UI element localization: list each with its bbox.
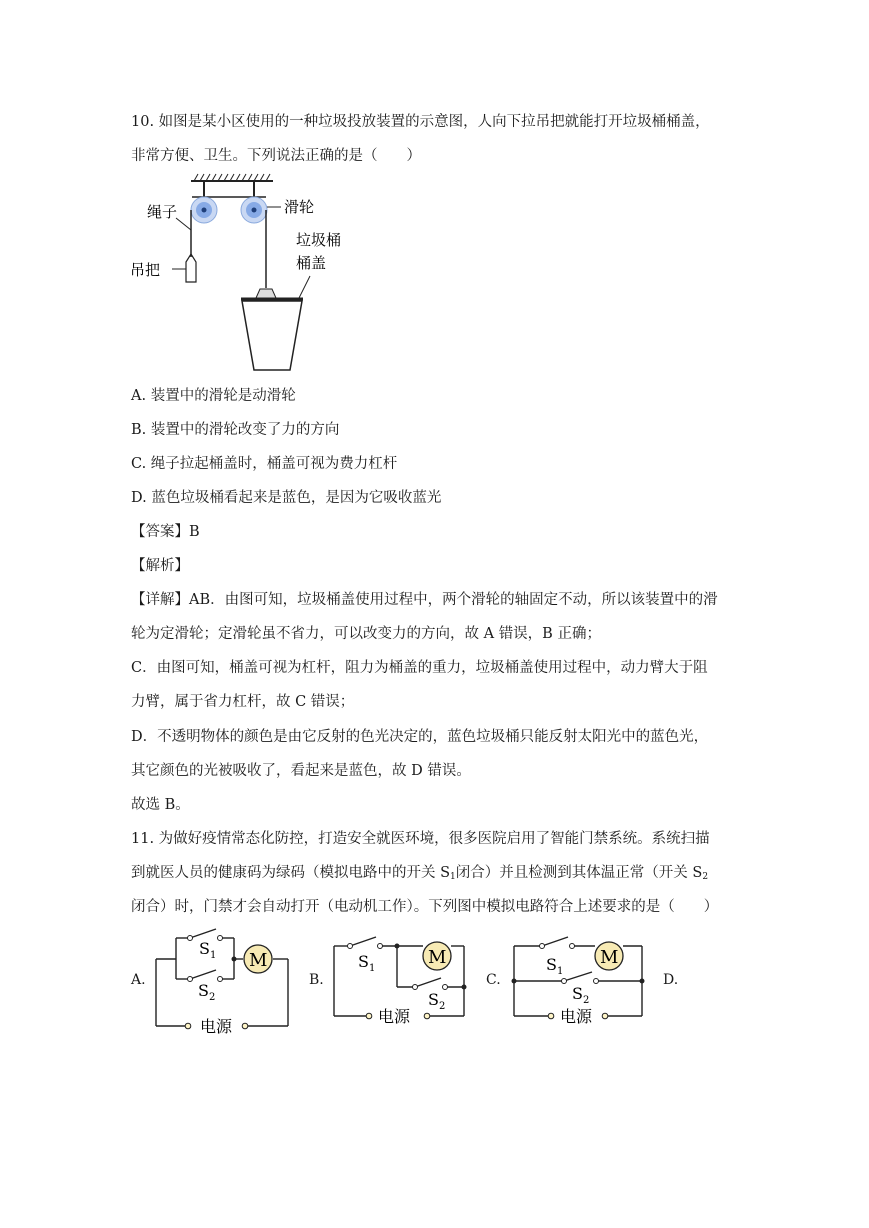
q10-analysis-line: 力臂，属于省力杠杆，故 C 错误； [131, 694, 355, 710]
q10-analysis-title: 【解析】 [131, 558, 189, 574]
pulley-left [191, 197, 217, 223]
pulley-device-figure [128, 170, 348, 375]
q11-stem-line1: 11. 为做好疫情常态化防控，打造安全就医环境，很多医院启用了智能门禁系统。系统扫描 [131, 831, 710, 847]
q10-stem-line1: 10. 如图是某小区使用的一种垃圾投放装置的示意图，人向下拉吊把就能打开垃圾桶桶盖， [131, 114, 710, 130]
q10-option-c: C. 绳子拉起桶盖时，桶盖可视为费力杠杆 [131, 456, 398, 472]
motor-label: M [600, 947, 619, 968]
q10-option-a: A. 装置中的滑轮是动滑轮 [131, 388, 296, 404]
label-rope: 绳子 [147, 203, 178, 221]
label-lid-1: 垃圾桶 [296, 231, 342, 249]
switch-s1-label: $S_1$ [546, 955, 564, 977]
label-handle: 吊把 [130, 261, 161, 279]
switch-s2-label: $S_2$ [428, 990, 446, 1012]
switch-s2-label: $S_2$ [572, 984, 590, 1006]
label-lid-2: 桶盖 [296, 254, 327, 272]
circuit-b [330, 932, 475, 1032]
motor-label: M [249, 950, 268, 971]
switch-s1-label: $S_1$ [199, 939, 217, 961]
q11-option-b-label: B. [309, 972, 324, 988]
q10-analysis-line: 【详解】AB．由图可知，垃圾桶盖使用过程中，两个滑轮的轴固定不动，所以该装置中的滑 [131, 592, 718, 608]
q10-stem-line2: 非常方便、卫生。下列说法正确的是（ ） [131, 148, 421, 164]
motor-label: M [428, 947, 447, 968]
q11-option-a-label: A. [131, 972, 146, 988]
q10-analysis-line: D．不透明物体的颜色是由它反射的色光决定的，蓝色垃圾桶只能反射太阳光中的蓝色光， [131, 729, 709, 745]
circuit-a [150, 928, 295, 1040]
switch-s2-label: $S_2$ [198, 981, 216, 1003]
pulley-right [241, 197, 267, 223]
power-label: 电源 [378, 1007, 411, 1026]
q10-analysis-line: 故选 B。 [131, 797, 190, 813]
label-pulley: 滑轮 [284, 198, 315, 216]
circuit-c [508, 932, 653, 1032]
q10-option-d: D. 蓝色垃圾桶看起来是蓝色，是因为它吸收蓝光 [131, 490, 442, 506]
switch-s1-label: $S_1$ [358, 952, 376, 974]
q11-option-d-label: D. [663, 972, 679, 988]
power-label: 电源 [560, 1007, 593, 1026]
q10-analysis-line: 轮为定滑轮；定滑轮虽不省力，可以改变力的方向，故 A 错误，B 正确； [131, 626, 601, 642]
q11-stem-line2: 到就医人员的健康码为绿码（模拟电路中的开关 $S_1$闭合）并且检测到其体温正常（开关 $S_2$ [131, 865, 709, 882]
q11-stem-line3: 闭合）时，门禁才会自动打开（电动机工作）。下列图中模拟电路符合上述要求的是（ ） [131, 899, 719, 915]
q10-answer: 【答案】B [131, 524, 200, 540]
q10-option-b: B. 装置中的滑轮改变了力的方向 [131, 422, 340, 438]
q11-option-c-label: C. [486, 972, 501, 988]
q10-analysis-line: C．由图可知，桶盖可视为杠杆，阻力为桶盖的重力，垃圾桶盖使用过程中，动力臂大于阻 [131, 660, 708, 676]
power-label: 电源 [200, 1017, 233, 1036]
q10-analysis-line: 其它颜色的光被吸收了，看起来是蓝色，故 D 错误。 [131, 763, 471, 779]
